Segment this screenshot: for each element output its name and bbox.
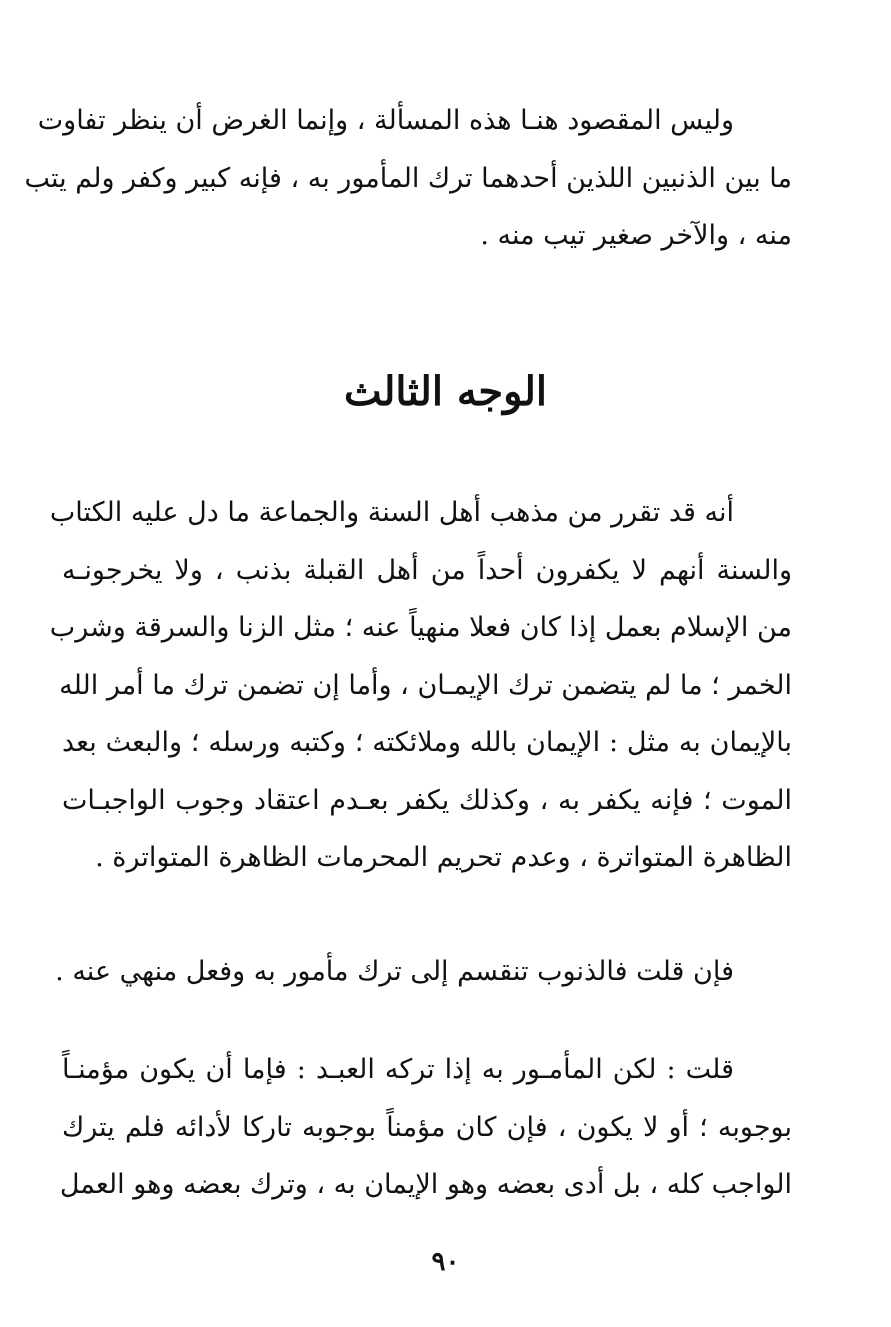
paragraph-line: بالإيمان به مثل : الإيمان بالله وملائكته ؛ وكتبه ورسله ؛ والبعث بعد [62,727,792,758]
paragraph-line: الظاهرة المتواترة ، وعدم تحريم المحرمات الظاهرة المتواترة . [95,842,792,873]
paragraph-3 [55,943,792,1001]
paragraph-2 [49,484,792,887]
paragraph-line: منه ، والآخر صغير تيب منه . [480,220,792,251]
paragraph-1 [24,92,792,265]
paragraph-line: من الإسلام بعمل إذا كان فعلا منهياً عنه ؛ مثل الزنا والسرقة وشرب [49,612,792,643]
paragraph-line: والسنة أنهم لا يكفرون أحداً من أهل القبلة بذنب ، ولا يخرجونـه [62,554,792,586]
paragraph-line: قلت : لكن المأمـور به إذا تركه العبـد : فإما أن يكون مؤمنـاً [62,1054,734,1085]
paragraph-line: وليس المقصود هنـا هذه المسألة ، وإنما الغرض أن ينظر تفاوت [37,105,734,136]
paragraph-line: أنه قد تقرر من مذهب أهل السنة والجماعة ما دل عليه الكتاب [49,497,734,528]
paragraph-line: ما بين الذنبين اللذين أحدهما ترك المأمور به ، فإنه كبير وكفر ولم يتب [24,162,792,194]
section-heading: الوجه الثالث [343,368,548,415]
paragraph-4 [59,1041,792,1214]
paragraph-line: الخمر ؛ ما لم يتضمن ترك الإيمـان ، وأما إن تضمن ترك ما أمر الله [59,669,792,701]
page-number: ٩٠ [431,1247,460,1277]
paragraph-line: الموت ؛ فإنه يكفر به ، وكذلك يكفر بعـدم اعتقاد وجوب الواجبـات [62,784,792,816]
paragraph-line: فإن قلت فالذنوب تنقسم إلى ترك مأمور به وفعل منهي عنه . [55,956,734,987]
paragraph-line: بوجوبه ؛ أو لا يكون ، فإن كان مؤمناً بوجوبه تاركا لأدائه فلم يترك [62,1111,792,1143]
paragraph-line: الواجب كله ، بل أدى بعضه وهو الإيمان به ، وترك بعضه وهو العمل [59,1169,792,1200]
